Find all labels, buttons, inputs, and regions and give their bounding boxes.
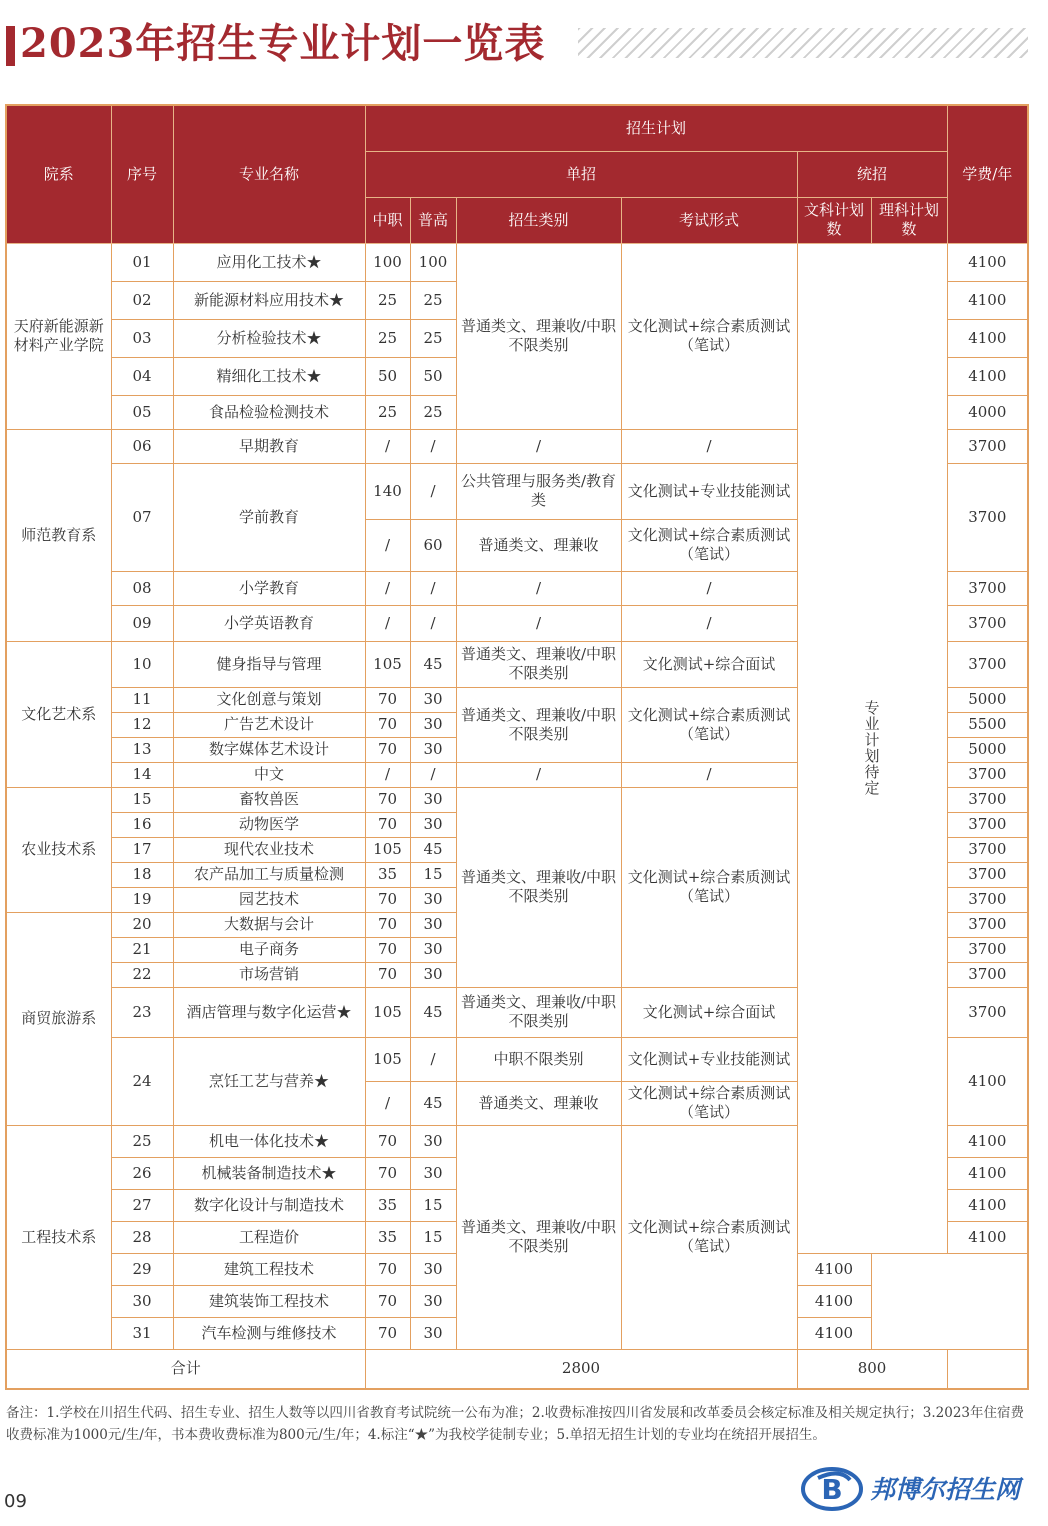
row-zhongzhi: / <box>365 429 410 463</box>
row-no: 15 <box>111 787 173 812</box>
row-major: 大数据与会计 <box>173 912 365 937</box>
row-zhongzhi: / <box>365 605 410 641</box>
watermark-logo-icon <box>800 1466 864 1512</box>
row-zhongzhi: 70 <box>365 812 410 837</box>
row-type: 中职不限类别 <box>456 1037 621 1081</box>
row-type: / <box>456 571 621 605</box>
row-pugao: 45 <box>410 837 456 862</box>
row-major: 文化创意与策划 <box>173 687 365 712</box>
row-pugao: 45 <box>410 987 456 1037</box>
row-major: 小学教育 <box>173 571 365 605</box>
row-no: 31 <box>111 1317 173 1349</box>
row-no: 19 <box>111 887 173 912</box>
row-no: 25 <box>111 1125 173 1157</box>
row-no: 24 <box>111 1037 173 1125</box>
dept-name: 文化艺术系 <box>6 641 111 787</box>
row-zhongzhi: 35 <box>365 1221 410 1253</box>
row-fee: 3700 <box>947 987 1028 1037</box>
row-fee: 3700 <box>947 463 1028 571</box>
row-pugao: 30 <box>410 1285 456 1317</box>
total-label: 合计 <box>6 1349 365 1389</box>
row-no: 09 <box>111 605 173 641</box>
row-no: 14 <box>111 762 173 787</box>
row-pugao: / <box>410 605 456 641</box>
row-exam: 文化测试+综合素质测试（笔试） <box>621 1125 797 1349</box>
row-fee: 3700 <box>947 862 1028 887</box>
row-pugao: 30 <box>410 737 456 762</box>
row-exam: / <box>621 571 797 605</box>
row-fee: 3700 <box>947 787 1028 812</box>
row-major: 应用化工技术★ <box>173 243 365 281</box>
total-tongzhao: 800 <box>797 1349 947 1389</box>
row-major: 市场营销 <box>173 962 365 987</box>
row-exam: 文化测试+综合素质测试（笔试） <box>621 687 797 762</box>
row-exam: 文化测试+综合素质测试（笔试） <box>621 1081 797 1125</box>
row-pugao: / <box>410 762 456 787</box>
row-major: 农产品加工与质量检测 <box>173 862 365 887</box>
row-zhongzhi: 105 <box>365 837 410 862</box>
tongzhao-pending <box>797 243 947 1253</box>
row-exam: 文化测试+综合素质测试（笔试） <box>621 787 797 987</box>
row-no: 13 <box>111 737 173 762</box>
row-zhongzhi: 105 <box>365 641 410 687</box>
row-pugao: 60 <box>410 519 456 571</box>
row-zhongzhi: 70 <box>365 712 410 737</box>
row-zhongzhi: 70 <box>365 687 410 712</box>
row-type: 普通类文、理兼收 <box>456 1081 621 1125</box>
row-type: 普通类文、理兼收 <box>456 519 621 571</box>
row-fee: 4100 <box>947 1157 1028 1189</box>
row-pugao: / <box>410 571 456 605</box>
row-major: 酒店管理与数字化运营★ <box>173 987 365 1037</box>
row-no: 17 <box>111 837 173 862</box>
row-no: 23 <box>111 987 173 1037</box>
row-major: 广告艺术设计 <box>173 712 365 737</box>
header-fee: 学费/年 <box>947 105 1028 243</box>
row-major: 数字化设计与制造技术 <box>173 1189 365 1221</box>
row-no: 28 <box>111 1221 173 1253</box>
row-fee: 4100 <box>797 1285 871 1317</box>
row-exam: 文化测试+综合面试 <box>621 641 797 687</box>
row-no: 03 <box>111 319 173 357</box>
row-major: 建筑装饰工程技术 <box>173 1285 365 1317</box>
row-fee: 4100 <box>947 243 1028 281</box>
row-pugao: / <box>410 463 456 519</box>
dept-name: 师范教育系 <box>6 429 111 641</box>
row-major: 畜牧兽医 <box>173 787 365 812</box>
row-fee: 3700 <box>947 837 1028 862</box>
row-pugao: 30 <box>410 787 456 812</box>
row-fee: 4000 <box>947 395 1028 429</box>
row-zhongzhi: / <box>365 762 410 787</box>
row-zhongzhi: 140 <box>365 463 410 519</box>
row-zhongzhi: 105 <box>365 987 410 1037</box>
row-pugao: 50 <box>410 357 456 395</box>
row-no: 07 <box>111 463 173 571</box>
row-fee: 3700 <box>947 641 1028 687</box>
title-accent-bar <box>6 26 15 66</box>
table-row <box>6 243 1028 281</box>
row-no: 16 <box>111 812 173 837</box>
row-fee: 4100 <box>947 1037 1028 1125</box>
dept-name: 农业技术系 <box>6 787 111 912</box>
row-pugao: 45 <box>410 641 456 687</box>
row-fee: 4100 <box>947 319 1028 357</box>
total-fee-empty <box>947 1349 1028 1389</box>
row-no: 04 <box>111 357 173 395</box>
dept-name: 工程技术系 <box>6 1125 111 1349</box>
row-zhongzhi: 70 <box>365 887 410 912</box>
page-number: 09 <box>4 1491 27 1512</box>
row-major: 学前教育 <box>173 463 365 571</box>
row-pugao: / <box>410 1037 456 1081</box>
row-fee: 3700 <box>947 605 1028 641</box>
row-zhongzhi: 70 <box>365 737 410 762</box>
header-wenke: 文科计划数 <box>797 197 871 243</box>
row-pugao: 45 <box>410 1081 456 1125</box>
row-type: / <box>456 429 621 463</box>
row-zhongzhi: 70 <box>365 962 410 987</box>
row-pugao: 25 <box>410 319 456 357</box>
watermark <box>800 1466 1040 1512</box>
row-pugao: 15 <box>410 1221 456 1253</box>
row-pugao: 15 <box>410 862 456 887</box>
row-zhongzhi: 25 <box>365 281 410 319</box>
row-exam: / <box>621 429 797 463</box>
row-pugao: 30 <box>410 962 456 987</box>
row-no: 06 <box>111 429 173 463</box>
row-zhongzhi: 105 <box>365 1037 410 1081</box>
row-fee: 3700 <box>947 962 1028 987</box>
row-no: 30 <box>111 1285 173 1317</box>
row-fee: 4100 <box>947 1189 1028 1221</box>
title-stripes-decoration <box>578 28 1028 58</box>
row-major: 烹饪工艺与营养★ <box>173 1037 365 1125</box>
header-exam: 考试形式 <box>621 197 797 243</box>
row-exam: 文化测试+综合素质测试（笔试） <box>621 243 797 429</box>
row-major: 中文 <box>173 762 365 787</box>
row-zhongzhi: 70 <box>365 912 410 937</box>
row-major: 建筑工程技术 <box>173 1253 365 1285</box>
row-no: 29 <box>111 1253 173 1285</box>
row-major: 现代农业技术 <box>173 837 365 862</box>
row-exam: 文化测试+专业技能测试 <box>621 463 797 519</box>
header-like: 理科计划数 <box>871 197 947 243</box>
dept-name: 商贸旅游系 <box>6 912 111 1125</box>
header-major: 专业名称 <box>173 105 365 243</box>
row-no: 27 <box>111 1189 173 1221</box>
row-zhongzhi: 25 <box>365 319 410 357</box>
row-major: 机械装备制造技术★ <box>173 1157 365 1189</box>
row-major: 健身指导与管理 <box>173 641 365 687</box>
row-pugao: 30 <box>410 812 456 837</box>
row-no: 18 <box>111 862 173 887</box>
row-major: 动物医学 <box>173 812 365 837</box>
row-fee: 3700 <box>947 912 1028 937</box>
row-major: 新能源材料应用技术★ <box>173 281 365 319</box>
row-zhongzhi: 70 <box>365 1125 410 1157</box>
row-pugao: / <box>410 429 456 463</box>
header-type: 招生类别 <box>456 197 621 243</box>
row-fee: 4100 <box>797 1253 871 1285</box>
row-type: 普通类文、理兼收/中职不限类别 <box>456 787 621 987</box>
row-no: 02 <box>111 281 173 319</box>
row-type: 普通类文、理兼收/中职不限类别 <box>456 243 621 429</box>
title-bar <box>0 14 1048 74</box>
row-no: 01 <box>111 243 173 281</box>
row-fee: 3700 <box>947 812 1028 837</box>
row-major: 园艺技术 <box>173 887 365 912</box>
header-tongzhao: 统招 <box>797 151 947 197</box>
row-pugao: 30 <box>410 1157 456 1189</box>
row-major: 电子商务 <box>173 937 365 962</box>
row-zhongzhi: 100 <box>365 243 410 281</box>
row-zhongzhi: 35 <box>365 1189 410 1221</box>
row-pugao: 30 <box>410 712 456 737</box>
header-zhongzhi: 中职 <box>365 197 410 243</box>
row-no: 08 <box>111 571 173 605</box>
row-zhongzhi: / <box>365 571 410 605</box>
row-zhongzhi: 70 <box>365 1157 410 1189</box>
row-no: 26 <box>111 1157 173 1189</box>
row-fee: 4100 <box>797 1317 871 1349</box>
row-zhongzhi: / <box>365 519 410 571</box>
footnote: 备注：1.学校在川招生代码、招生专业、招生人数等以四川省教育考试院统一公布为准；2.收费标准按四川省发展和改革委员会核定标准及相关规定执行；3.2023年住宿费收费标准为1000元/生/年，书本费收费标准为800元/生/年；4.标注“★”为我校学徒制专业；5.单招无招生计划的专业均在统招开展招生。 <box>6 1405 1024 1443</box>
row-fee: 4100 <box>947 1221 1028 1253</box>
row-major: 汽车检测与维修技术 <box>173 1317 365 1349</box>
row-pugao: 30 <box>410 1317 456 1349</box>
row-no: 12 <box>111 712 173 737</box>
row-fee: 3700 <box>947 571 1028 605</box>
row-fee: 3700 <box>947 762 1028 787</box>
row-no: 05 <box>111 395 173 429</box>
row-fee: 5500 <box>947 712 1028 737</box>
row-major: 小学英语教育 <box>173 605 365 641</box>
row-major: 分析检验技术★ <box>173 319 365 357</box>
row-zhongzhi: 35 <box>365 862 410 887</box>
row-pugao: 30 <box>410 1253 456 1285</box>
row-major: 数字媒体艺术设计 <box>173 737 365 762</box>
total-row <box>6 1349 1028 1389</box>
row-pugao: 30 <box>410 937 456 962</box>
row-major: 早期教育 <box>173 429 365 463</box>
header-pugao: 普高 <box>410 197 456 243</box>
row-pugao: 25 <box>410 395 456 429</box>
row-zhongzhi: 70 <box>365 787 410 812</box>
row-type: 普通类文、理兼收/中职不限类别 <box>456 687 621 762</box>
row-exam: / <box>621 762 797 787</box>
row-exam: / <box>621 605 797 641</box>
row-type: 公共管理与服务类/教育类 <box>456 463 621 519</box>
row-no: 22 <box>111 962 173 987</box>
row-no: 11 <box>111 687 173 712</box>
page-title: 2023年招生专业计划一览表 <box>20 20 546 67</box>
row-no: 21 <box>111 937 173 962</box>
row-type: / <box>456 605 621 641</box>
row-pugao: 25 <box>410 281 456 319</box>
row-major: 食品检验检测技术 <box>173 395 365 429</box>
row-fee: 4100 <box>947 1125 1028 1157</box>
row-fee: 4100 <box>947 357 1028 395</box>
row-exam: 文化测试+综合素质测试（笔试） <box>621 519 797 571</box>
row-pugao: 100 <box>410 243 456 281</box>
row-type: 普通类文、理兼收/中职不限类别 <box>456 641 621 687</box>
row-zhongzhi: 70 <box>365 1285 410 1317</box>
enrollment-table-wrapper <box>5 104 1029 1390</box>
row-major: 精细化工技术★ <box>173 357 365 395</box>
row-pugao: 30 <box>410 887 456 912</box>
row-zhongzhi: 70 <box>365 937 410 962</box>
row-major: 工程造价 <box>173 1221 365 1253</box>
row-fee: 5000 <box>947 687 1028 712</box>
total-danzhao: 2800 <box>365 1349 797 1389</box>
row-zhongzhi: 25 <box>365 395 410 429</box>
row-fee: 3700 <box>947 429 1028 463</box>
row-fee: 3700 <box>947 937 1028 962</box>
header-plan: 招生计划 <box>365 105 947 151</box>
row-exam: 文化测试+综合面试 <box>621 987 797 1037</box>
row-zhongzhi: 50 <box>365 357 410 395</box>
watermark-text: 邦博尔招生网 <box>870 1475 1021 1504</box>
row-no: 10 <box>111 641 173 687</box>
enrollment-plan-table <box>5 104 1029 1390</box>
row-fee: 3700 <box>947 887 1028 912</box>
row-zhongzhi: 70 <box>365 1253 410 1285</box>
header-no: 序号 <box>111 105 173 243</box>
row-no: 20 <box>111 912 173 937</box>
row-fee: 5000 <box>947 737 1028 762</box>
header-danzhao: 单招 <box>365 151 797 197</box>
row-pugao: 30 <box>410 687 456 712</box>
header-dept: 院系 <box>6 105 111 243</box>
dept-name: 天府新能源新材料产业学院 <box>6 243 111 429</box>
row-zhongzhi: / <box>365 1081 410 1125</box>
row-type: 普通类文、理兼收/中职不限类别 <box>456 987 621 1037</box>
tongzhao-pending-text: 专业计划待定 <box>864 699 880 797</box>
row-exam: 文化测试+专业技能测试 <box>621 1037 797 1081</box>
row-pugao: 30 <box>410 912 456 937</box>
row-pugao: 30 <box>410 1125 456 1157</box>
row-type: / <box>456 762 621 787</box>
row-type: 普通类文、理兼收/中职不限类别 <box>456 1125 621 1349</box>
row-major: 机电一体化技术★ <box>173 1125 365 1157</box>
row-zhongzhi: 70 <box>365 1317 410 1349</box>
row-pugao: 15 <box>410 1189 456 1221</box>
svg-text:B: B <box>821 1473 843 1506</box>
row-fee: 4100 <box>947 281 1028 319</box>
